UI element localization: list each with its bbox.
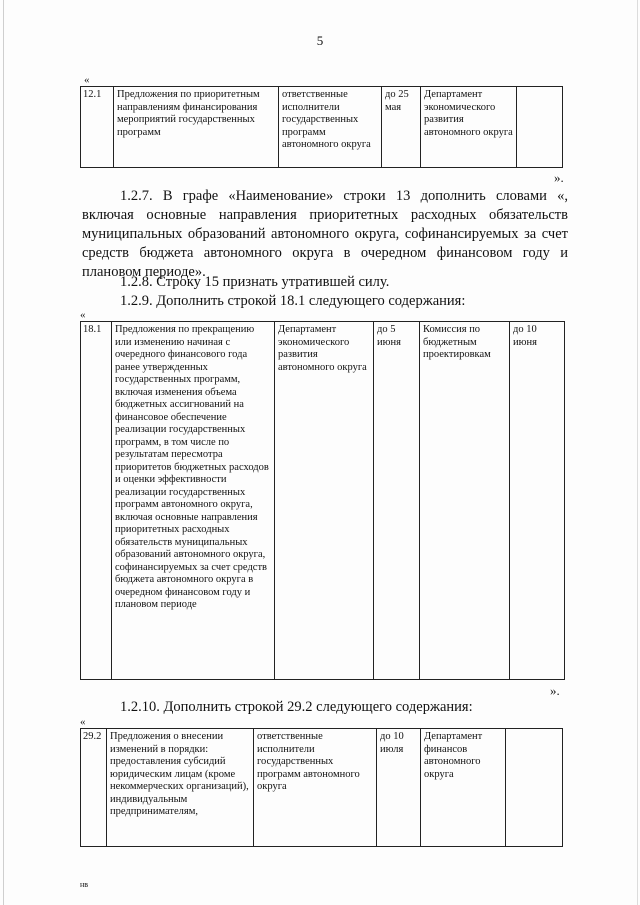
row-number: 12.1	[81, 87, 114, 168]
scan-edge-right	[637, 0, 638, 905]
paragraph-1-2-7: 1.2.7. В графе «Наименование» строки 13 дополнить словами «, включая основные направления приоритетных расходных обязательств муниципальных образований автономного округа, софинансируемых за счет средств бюджета автономного округа в очередном финансовом году и плановом периоде».	[82, 188, 568, 280]
row-responsible: ответственные исполнители государственных программ автономного округа	[254, 729, 377, 847]
row-name: Предложения по прекращению или изменению начиная с очередного финансового года ранее утвержденных государственных программ, включая изменения объема бюджетных ассигнований на финансовое обеспечение реализации государственных программ, в том числе по результатам пересмотра приоритетов бюджетных расходов и оценки эффективности реализации государственных программ автономного округа, включая основные направления приоритетных расходных обязательств муниципальных образований автономного округа, софинансируемых за счет средств бюджета автономного округа в очередном финансовом году и плановом периоде	[112, 322, 275, 680]
table-row-29-2	[80, 728, 563, 847]
table-row-12-1	[80, 86, 563, 168]
footer-initials: нв	[80, 880, 89, 889]
row-responsible: ответственные исполнители государственных программ автономного округа	[279, 87, 382, 168]
row-deadline: до 10 июля	[377, 729, 421, 847]
paragraph-1-2-9: 1.2.9. Дополнить строкой 18.1 следующего содержания:	[120, 293, 466, 309]
row-extra: до 10 июня	[510, 322, 565, 680]
row-name: Предложения по приоритетным направлениям финансирования мероприятий государственных программ	[114, 87, 279, 168]
open-quote-3: «	[80, 716, 86, 728]
row-responsible: Департамент экономического развития автономного округа	[275, 322, 374, 680]
row-deadline: до 5 июня	[374, 322, 420, 680]
table-row-18-1	[80, 321, 565, 680]
open-quote-2: «	[80, 309, 86, 321]
row-deadline: до 25 мая	[382, 87, 421, 168]
row-extra	[517, 87, 563, 168]
close-quote-2: ».	[550, 683, 560, 698]
row-extra	[506, 729, 563, 847]
row-recipient: Комиссия по бюджетным проектировкам	[420, 322, 510, 680]
row-recipient: Департамент финансов автономного округа	[421, 729, 506, 847]
paragraph-1-2-8: 1.2.8. Строку 15 признать утратившей силу.	[120, 274, 390, 290]
page-number: 5	[316, 33, 324, 48]
paragraph-1-2-10: 1.2.10. Дополнить строкой 29.2 следующего содержания:	[120, 699, 473, 715]
scan-edge-left	[3, 0, 4, 905]
row-number: 29.2	[81, 729, 107, 847]
open-quote-1: «	[84, 74, 90, 86]
row-number: 18.1	[81, 322, 112, 680]
row-recipient: Департамент экономического развития автономного округа	[421, 87, 517, 168]
row-name: Предложения о внесении изменений в порядки: предоставления субсидий юридическим лицам (кроме некоммерческих организаций), индивидуальным предпринимателям,	[107, 729, 254, 847]
close-quote-1: ».	[554, 170, 564, 185]
